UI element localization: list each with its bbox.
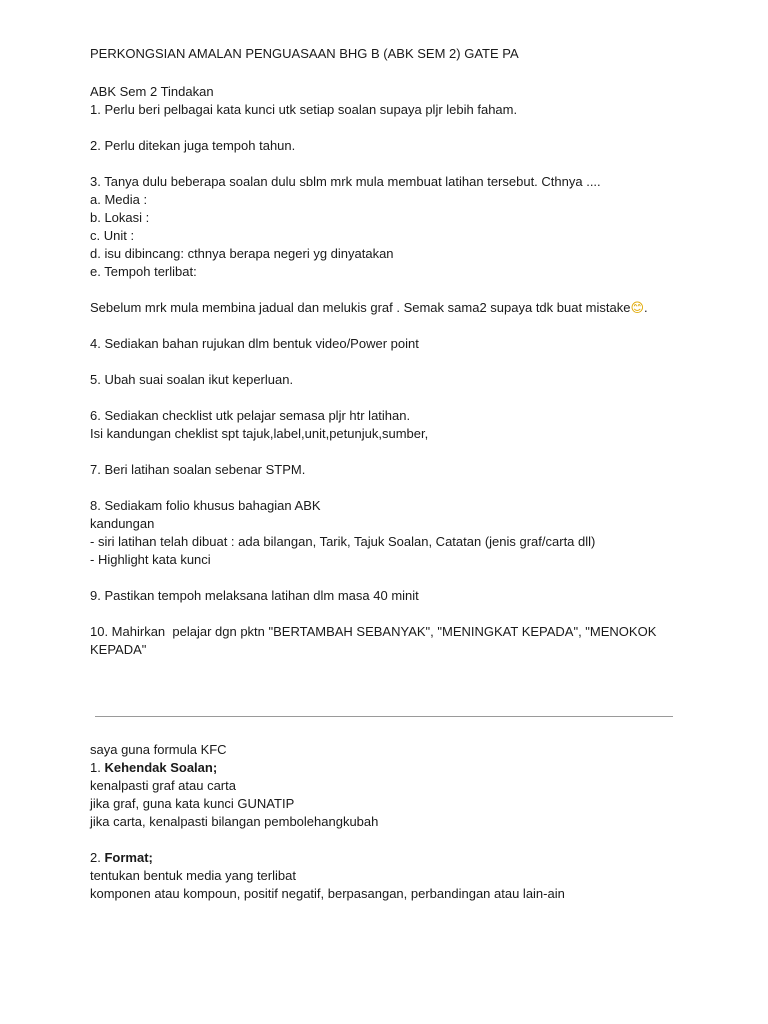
document-title: PERKONGSIAN AMALAN PENGUASAAN BHG B (ABK SEM 2) GATE PA — [90, 46, 519, 61]
list-item: 3. Tanya dulu beberapa soalan dulu sblm mrk mula membuat latihan tersebut. Cthnya .... — [90, 174, 601, 189]
sub-item: c. Unit : — [90, 228, 135, 243]
list-item: 9. Pastikan tempoh melaksana latihan dlm masa 40 minit — [90, 588, 419, 603]
point-heading: Kehendak Soalan; — [104, 760, 218, 775]
list-item: 2. Perlu ditekan juga tempoh tahun. — [90, 138, 296, 153]
point-heading: Format; — [104, 850, 153, 865]
document-body — [90, 0, 690, 659]
section-heading: ABK Sem 2 Tindakan — [90, 84, 214, 99]
list-item: 1. Perlu beri pelbagai kata kunci utk setiap soalan supaya pljr lebih faham. — [90, 102, 518, 117]
sub-item: kandungan — [90, 516, 155, 531]
list-item-continuation: KEPADA" — [90, 642, 147, 657]
note-text: Sebelum mrk mula membina jadual dan melukis graf . Semak sama2 supaya tdk buat mistake — [90, 300, 631, 315]
sub-item: Isi kandungan cheklist spt tajuk,label,unit,petunjuk,sumber, — [90, 426, 429, 441]
kfc-point-2 — [90, 849, 690, 867]
list-item: 4. Sediakan bahan rujukan dlm bentuk video/Power point — [90, 336, 419, 351]
kfc-point-1 — [90, 759, 690, 777]
kfc-intro: saya guna formula KFC — [90, 742, 227, 757]
list-item: 7. Beri latihan soalan sebenar STPM. — [90, 462, 306, 477]
list-item: 10. Mahirkan pelajar dgn pktn "BERTAMBAH SEBANYAK", "MENINGKAT KEPADA", "MENOKOK — [90, 624, 657, 639]
point-number: 1. — [90, 760, 105, 775]
kfc-line: jika carta, kenalpasti bilangan pembolehangkubah — [90, 814, 379, 829]
list-item: 6. Sediakan checklist utk pelajar semasa pljr htr latihan. — [90, 408, 411, 423]
note-line — [90, 299, 690, 317]
kfc-line: tentukan bentuk media yang terlibat — [90, 868, 296, 883]
kfc-line: jika graf, guna kata kunci GUNATIP — [90, 796, 295, 811]
list-item: 8. Sediakam folio khusus bahagian ABK — [90, 498, 321, 513]
list-item: 5. Ubah suai soalan ikut keperluan. — [90, 372, 294, 387]
sub-item: e. Tempoh terlibat: — [90, 264, 197, 279]
kfc-line: kenalpasti graf atau carta — [90, 778, 236, 793]
sub-item: - siri latihan telah dibuat : ada bilangan, Tarik, Tajuk Soalan, Catatan (jenis graf/carta dll) — [90, 534, 596, 549]
point-number: 2. — [90, 850, 105, 865]
smiley-emoji-icon: 😊 — [630, 301, 645, 316]
kfc-line: komponen atau kompoun, positif negatif, berpasangan, perbandingan atau lain-ain — [90, 886, 565, 901]
sub-item: a. Media : — [90, 192, 148, 207]
kfc-section — [90, 741, 690, 903]
note-end: . — [644, 300, 648, 315]
sub-item: d. isu dibincang: cthnya berapa negeri yg dinyatakan — [90, 246, 394, 261]
sub-item: b. Lokasi : — [90, 210, 150, 225]
sub-item: - Highlight kata kunci — [90, 552, 211, 567]
horizontal-divider — [95, 716, 673, 717]
